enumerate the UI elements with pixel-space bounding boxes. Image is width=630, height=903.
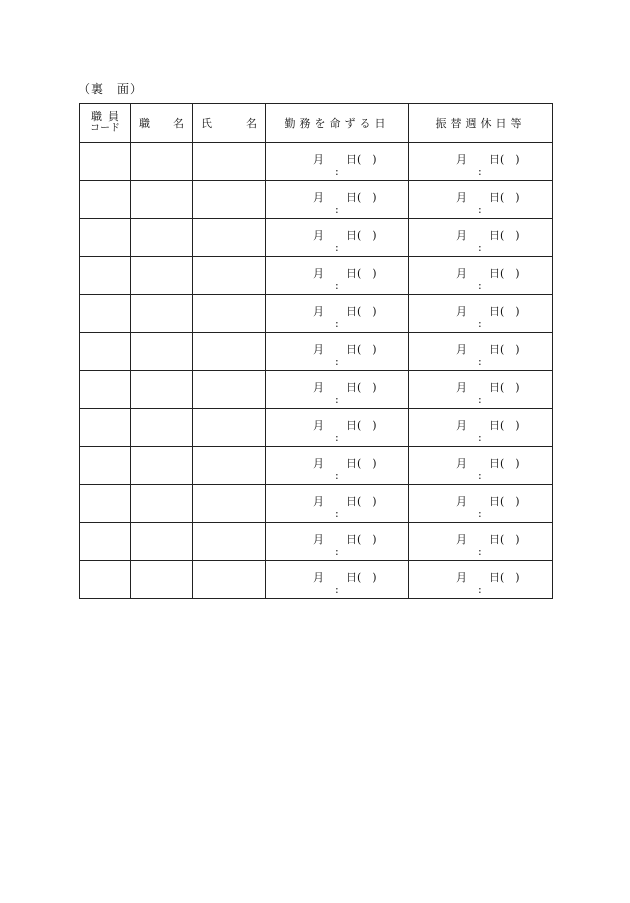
work-date-cell[interactable] (266, 523, 409, 561)
substitute-holiday-cell-time-text: : (478, 431, 482, 444)
table-row (80, 219, 553, 257)
substitute-holiday-cell[interactable] (409, 523, 553, 561)
work-date-cell-time-text: : (335, 393, 339, 406)
position-cell[interactable] (131, 143, 193, 181)
substitute-holiday-cell[interactable] (409, 181, 553, 219)
employee-code-cell[interactable] (80, 409, 131, 447)
substitute-holiday-cell-date-text: 月 日( ) (456, 495, 520, 508)
name-cell[interactable] (193, 371, 266, 409)
work-date-cell-date-text: 月 日( ) (313, 419, 377, 432)
employee-code-cell[interactable] (80, 257, 131, 295)
employee-code-cell[interactable] (80, 143, 131, 181)
substitute-holiday-cell-time-text: : (478, 583, 482, 596)
substitute-holiday-cell-date-text: 月 日( ) (456, 381, 520, 394)
work-date-cell[interactable] (266, 143, 409, 181)
work-date-cell-time-text: : (335, 317, 339, 330)
work-date-cell-date-text: 月 日( ) (313, 229, 377, 242)
header-position-part1: 職 (139, 117, 150, 130)
substitute-holiday-cell[interactable] (409, 561, 553, 599)
employee-code-cell[interactable] (80, 219, 131, 257)
position-cell[interactable] (131, 257, 193, 295)
table-row (80, 181, 553, 219)
position-cell[interactable] (131, 295, 193, 333)
substitute-holiday-cell-date-text: 月 日( ) (456, 419, 520, 432)
employee-code-cell[interactable] (80, 447, 131, 485)
name-cell[interactable] (193, 485, 266, 523)
position-cell[interactable] (131, 409, 193, 447)
employee-code-cell[interactable] (80, 333, 131, 371)
substitute-holiday-cell[interactable] (409, 295, 553, 333)
table-row (80, 561, 553, 599)
employee-code-cell[interactable] (80, 523, 131, 561)
work-date-cell-date-text: 月 日( ) (313, 533, 377, 546)
name-cell[interactable] (193, 181, 266, 219)
position-cell[interactable] (131, 333, 193, 371)
substitute-holiday-cell-time-text: : (478, 545, 482, 558)
substitute-holiday-cell-time-text: : (478, 241, 482, 254)
position-cell[interactable] (131, 447, 193, 485)
work-date-cell-time-text: : (335, 431, 339, 444)
header-name-part2: 名 (246, 117, 257, 130)
work-date-cell[interactable] (266, 561, 409, 599)
work-date-cell-time-text: : (335, 545, 339, 558)
header-employee-code-line2: コード (90, 123, 120, 134)
substitute-holiday-cell-date-text: 月 日( ) (456, 267, 520, 280)
work-date-cell[interactable] (266, 447, 409, 485)
substitute-holiday-cell[interactable] (409, 143, 553, 181)
name-cell[interactable] (193, 561, 266, 599)
table-row (80, 257, 553, 295)
work-date-cell[interactable] (266, 371, 409, 409)
header-name-part1: 氏 (201, 117, 212, 130)
table-row (80, 333, 553, 371)
work-date-cell[interactable] (266, 333, 409, 371)
substitute-holiday-cell-date-text: 月 日( ) (456, 191, 520, 204)
substitute-holiday-cell-date-text: 月 日( ) (456, 153, 520, 166)
work-date-cell-time-text: : (335, 279, 339, 292)
table-row (80, 485, 553, 523)
substitute-holiday-cell-time-text: : (478, 393, 482, 406)
work-date-cell-date-text: 月 日( ) (313, 191, 377, 204)
work-date-cell-time-text: : (335, 583, 339, 596)
position-cell[interactable] (131, 523, 193, 561)
employee-code-cell[interactable] (80, 181, 131, 219)
header-name (193, 104, 266, 143)
table-row (80, 295, 553, 333)
header-position (131, 104, 193, 143)
work-date-cell[interactable] (266, 257, 409, 295)
work-date-cell-time-text: : (335, 241, 339, 254)
employee-code-cell[interactable] (80, 371, 131, 409)
employee-code-cell[interactable] (80, 295, 131, 333)
substitute-holiday-cell-date-text: 月 日( ) (456, 343, 520, 356)
table-row (80, 409, 553, 447)
work-date-cell[interactable] (266, 181, 409, 219)
substitute-holiday-cell-date-text: 月 日( ) (456, 533, 520, 546)
work-date-cell-time-text: : (335, 507, 339, 520)
name-cell[interactable] (193, 295, 266, 333)
work-date-cell-date-text: 月 日( ) (313, 457, 377, 470)
work-date-cell[interactable] (266, 219, 409, 257)
substitute-holiday-cell-date-text: 月 日( ) (456, 457, 520, 470)
table-header-row (80, 104, 553, 143)
substitute-holiday-cell[interactable] (409, 485, 553, 523)
substitute-holiday-cell-time-text: : (478, 165, 482, 178)
table-row (80, 523, 553, 561)
name-cell[interactable] (193, 257, 266, 295)
table-row (80, 143, 553, 181)
work-date-cell-date-text: 月 日( ) (313, 305, 377, 318)
substitute-holiday-cell-date-text: 月 日( ) (456, 571, 520, 584)
name-cell[interactable] (193, 333, 266, 371)
work-date-cell[interactable] (266, 409, 409, 447)
work-date-cell-time-text: : (335, 355, 339, 368)
substitute-holiday-cell-time-text: : (478, 355, 482, 368)
table-row (80, 371, 553, 409)
work-date-cell-date-text: 月 日( ) (313, 381, 377, 394)
substitute-holiday-cell[interactable] (409, 447, 553, 485)
substitute-holiday-cell-time-text: : (478, 507, 482, 520)
position-cell[interactable] (131, 181, 193, 219)
position-cell[interactable] (131, 485, 193, 523)
work-date-cell[interactable] (266, 295, 409, 333)
name-cell[interactable] (193, 143, 266, 181)
work-date-cell-time-text: : (335, 203, 339, 216)
substitute-holiday-cell-time-text: : (478, 469, 482, 482)
position-cell[interactable] (131, 371, 193, 409)
employee-code-cell[interactable] (80, 561, 131, 599)
work-date-cell-time-text: : (335, 469, 339, 482)
work-date-cell-date-text: 月 日( ) (313, 343, 377, 356)
substitute-holiday-cell-date-text: 月 日( ) (456, 305, 520, 318)
substitute-holiday-table (79, 103, 553, 599)
substitute-holiday-cell[interactable] (409, 409, 553, 447)
position-cell[interactable] (131, 219, 193, 257)
header-employee-code (80, 104, 131, 143)
substitute-holiday-cell-time-text: : (478, 279, 482, 292)
header-position-part2: 名 (173, 117, 184, 130)
substitute-holiday-cell[interactable] (409, 333, 553, 371)
substitute-holiday-cell-time-text: : (478, 317, 482, 330)
substitute-holiday-cell-time-text: : (478, 203, 482, 216)
header-work-date: 勤務を命ずる日 (266, 104, 409, 143)
header-employee-code-line1: 職員 (91, 110, 125, 123)
work-date-cell-date-text: 月 日( ) (313, 267, 377, 280)
substitute-holiday-cell[interactable] (409, 219, 553, 257)
work-date-cell-date-text: 月 日( ) (313, 571, 377, 584)
name-cell[interactable] (193, 447, 266, 485)
employee-code-cell[interactable] (80, 485, 131, 523)
header-substitute-holiday: 振替週休日等 (409, 104, 553, 143)
position-cell[interactable] (131, 561, 193, 599)
work-date-cell[interactable] (266, 485, 409, 523)
table-body (80, 143, 553, 599)
name-cell[interactable] (193, 409, 266, 447)
work-date-cell-time-text: : (335, 165, 339, 178)
page-side-label: （裏 面） (78, 82, 144, 96)
work-date-cell-date-text: 月 日( ) (313, 495, 377, 508)
substitute-holiday-cell[interactable] (409, 257, 553, 295)
substitute-holiday-cell-date-text: 月 日( ) (456, 229, 520, 242)
name-cell[interactable] (193, 523, 266, 561)
name-cell[interactable] (193, 219, 266, 257)
substitute-holiday-cell[interactable] (409, 371, 553, 409)
table-row (80, 447, 553, 485)
work-date-cell-date-text: 月 日( ) (313, 153, 377, 166)
